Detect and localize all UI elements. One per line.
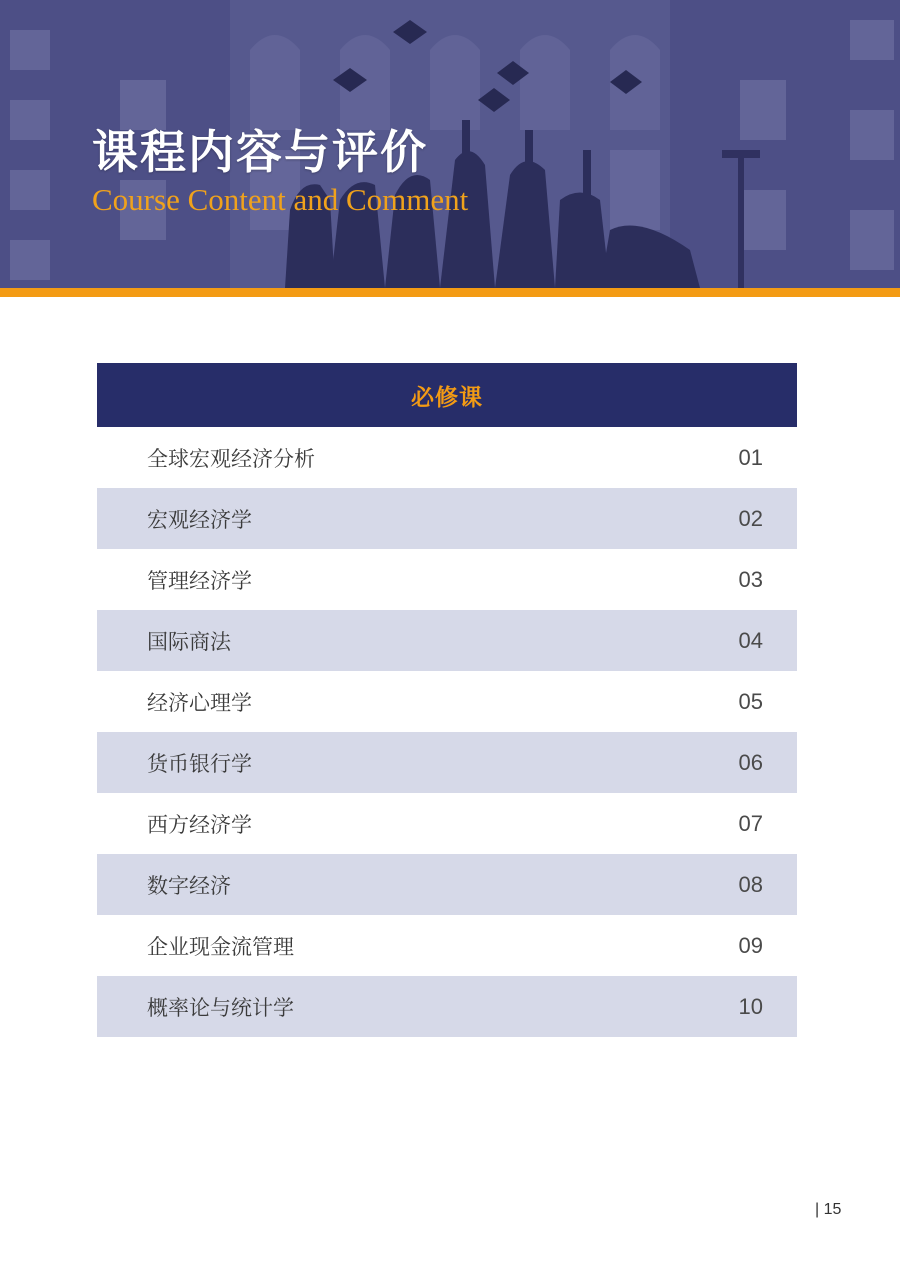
page-number: | 15 xyxy=(815,1201,842,1218)
course-name: 宏观经济学 xyxy=(147,507,252,532)
course-number: 10 xyxy=(738,993,763,1019)
course-number: 02 xyxy=(738,505,763,531)
header-banner xyxy=(0,0,900,288)
course-number: 05 xyxy=(738,688,763,714)
course-number: 03 xyxy=(738,566,763,592)
course-number: 04 xyxy=(738,627,763,653)
table-row xyxy=(97,976,797,1037)
page-subtitle: Course Content and Comment xyxy=(92,182,469,217)
table-row xyxy=(97,488,797,549)
table-row xyxy=(97,671,797,732)
table-header xyxy=(97,363,797,427)
table-row xyxy=(97,610,797,671)
table-row xyxy=(97,427,797,488)
course-name: 概率论与统计学 xyxy=(147,995,294,1020)
course-name: 全球宏观经济分析 xyxy=(147,446,315,471)
table-row xyxy=(97,793,797,854)
course-name: 企业现金流管理 xyxy=(147,934,294,959)
table-row xyxy=(97,549,797,610)
course-name: 国际商法 xyxy=(147,629,231,654)
course-name: 西方经济学 xyxy=(147,812,252,837)
course-name: 货币银行学 xyxy=(147,751,252,776)
page-title: 课程内容与评价 xyxy=(92,125,428,179)
table-row xyxy=(97,732,797,793)
header-accent-bar xyxy=(0,288,900,297)
table-row xyxy=(97,915,797,976)
course-number: 07 xyxy=(738,810,763,836)
table-row xyxy=(97,854,797,915)
required-courses-table xyxy=(97,363,797,1037)
course-name: 经济心理学 xyxy=(147,690,252,715)
course-name: 数字经济 xyxy=(147,873,231,898)
table-heading: 必修课 xyxy=(411,384,483,411)
course-number: 01 xyxy=(738,444,763,470)
course-number: 08 xyxy=(738,871,763,897)
course-number: 09 xyxy=(738,932,763,958)
course-name: 管理经济学 xyxy=(147,568,252,593)
course-number: 06 xyxy=(738,749,763,775)
